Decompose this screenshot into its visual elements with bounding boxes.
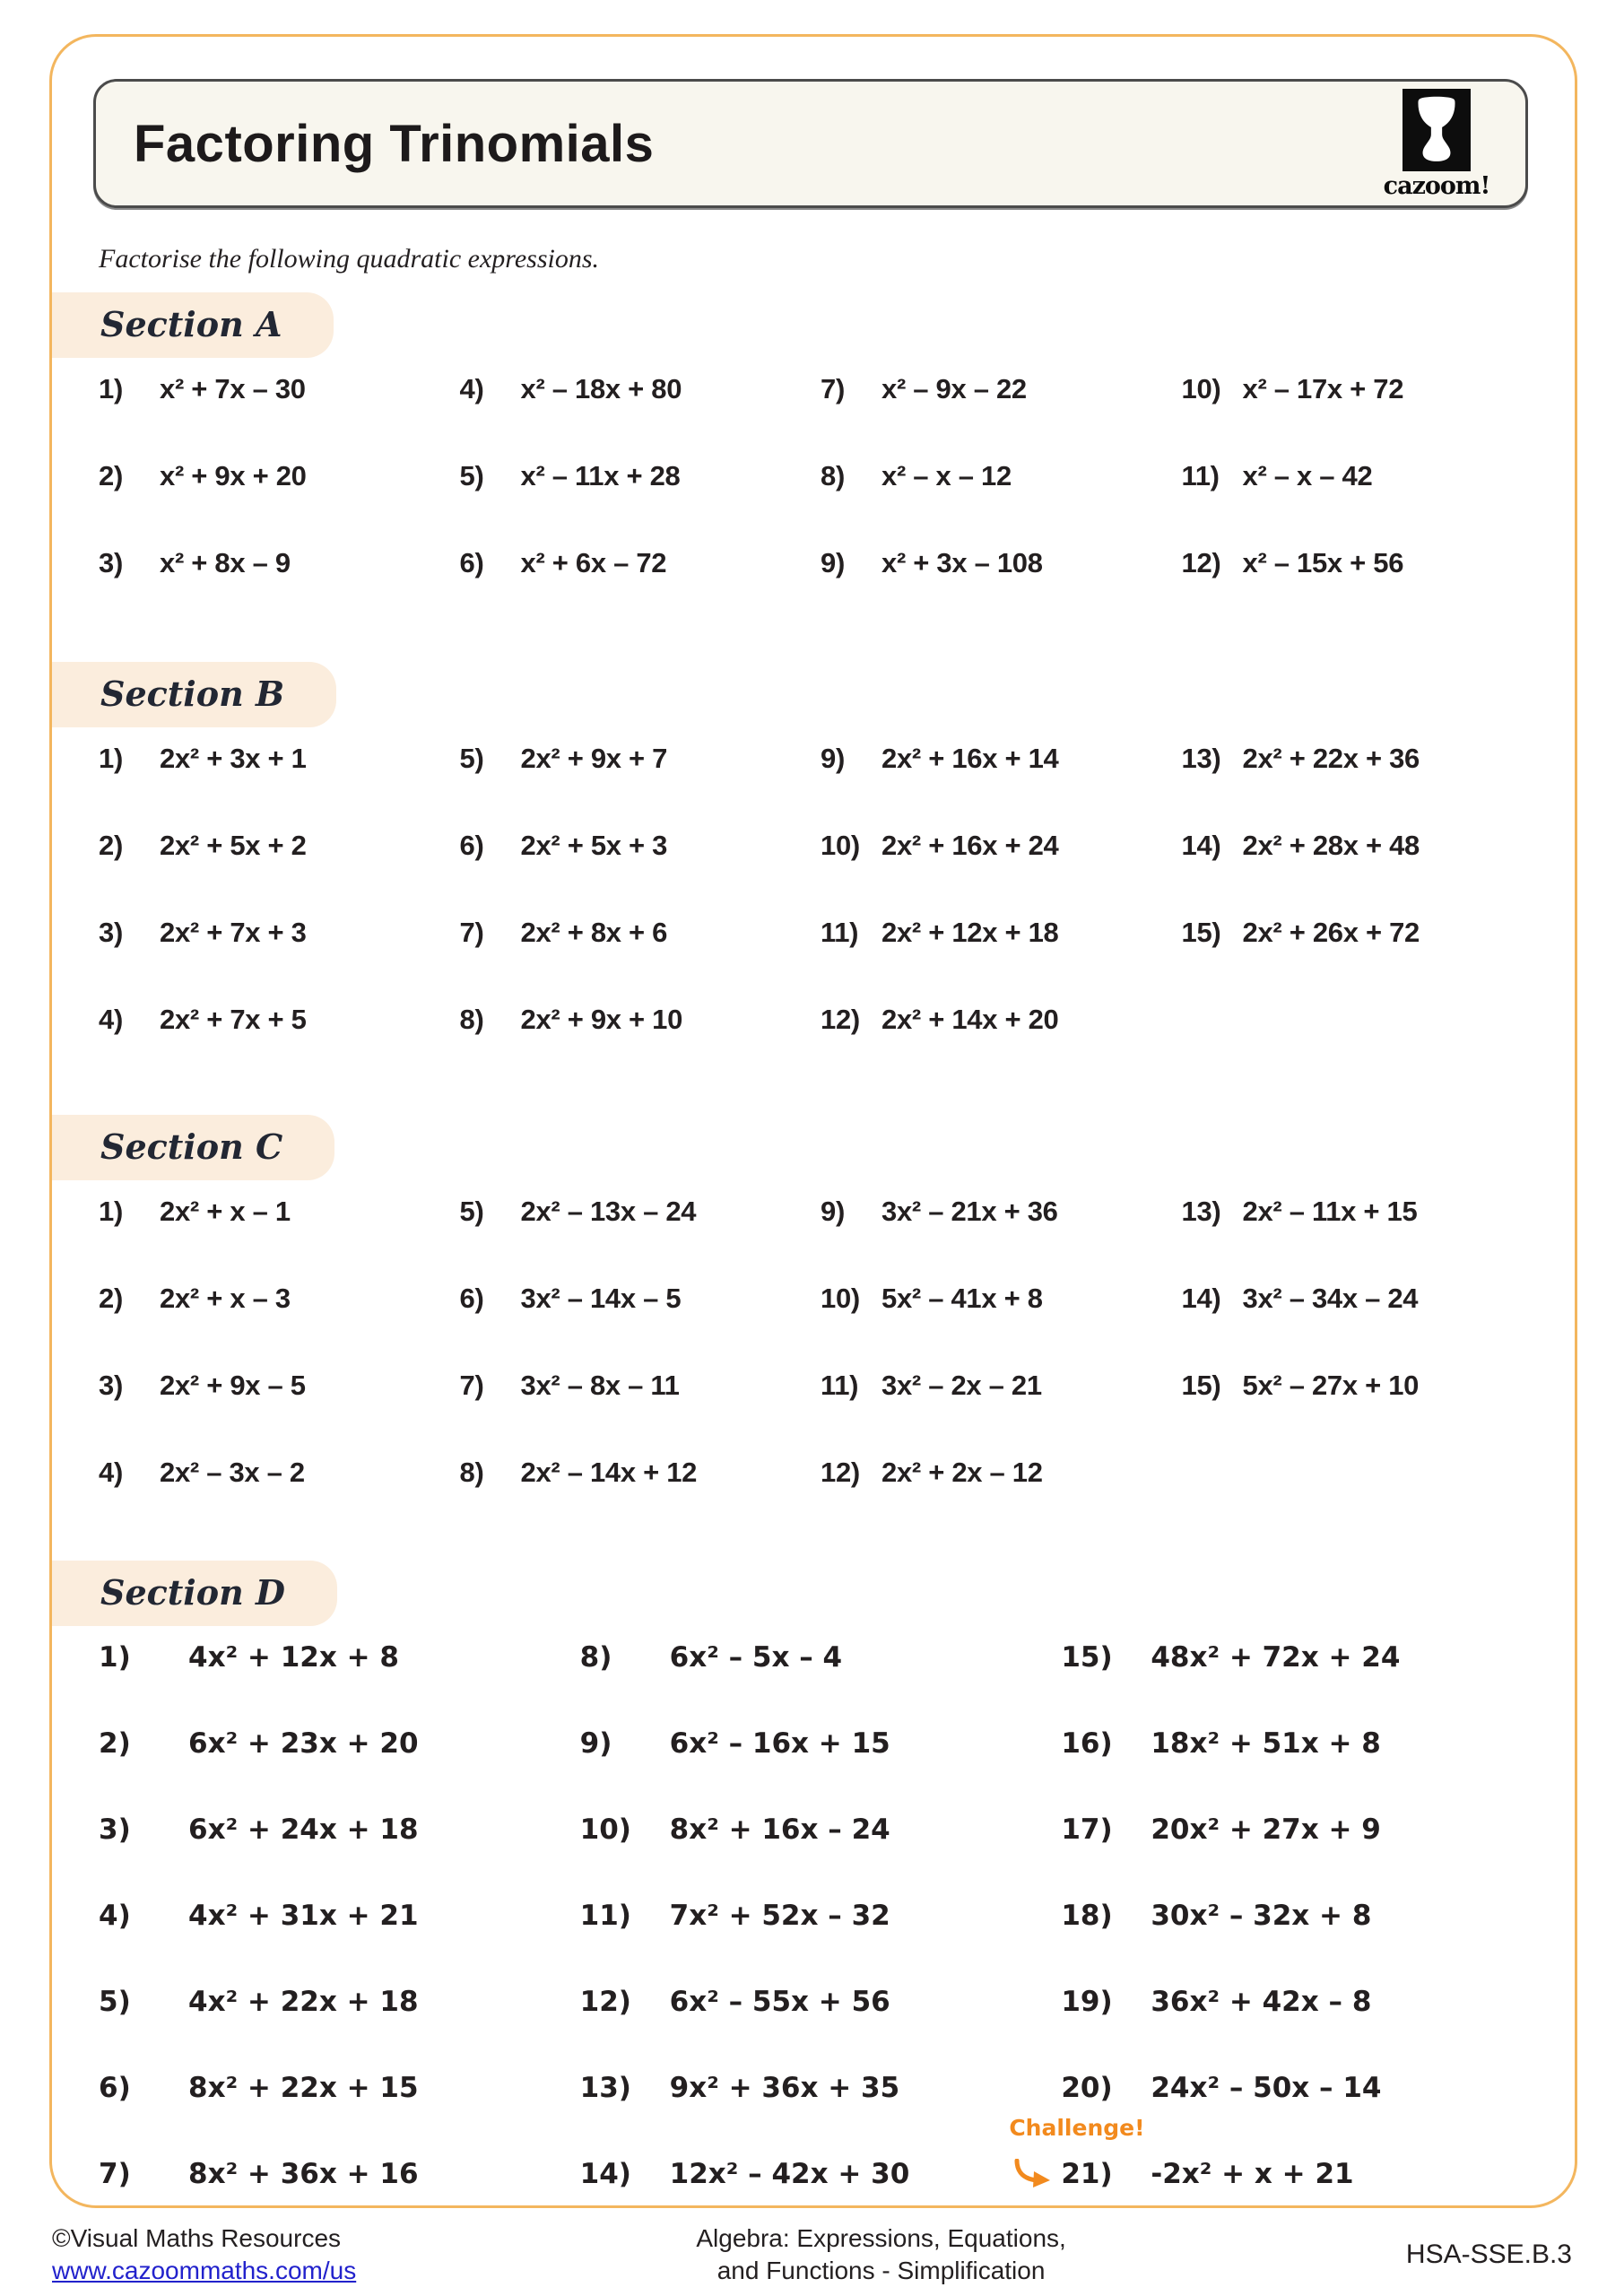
problem-expression: 2x² + 5x + 2 (160, 830, 307, 861)
problem-expression: 2x² + 9x + 7 (520, 743, 668, 774)
problem (1061, 1900, 1542, 1987)
problem (1061, 1987, 1542, 2073)
problem (1182, 744, 1543, 831)
problem (99, 2073, 580, 2159)
problem (460, 744, 821, 831)
problem-number: 13) (1181, 743, 1221, 774)
problem-expression: 2x² + 8x + 6 (520, 917, 668, 948)
problem (821, 744, 1182, 831)
problem-number: 17) (1061, 1813, 1113, 1846)
problem-number: 11) (821, 1370, 859, 1401)
problem (99, 374, 460, 461)
website-link[interactable]: www.cazoommaths.com/us (52, 2257, 357, 2285)
problem-number: 5) (459, 743, 484, 774)
problem-expression: 5x² – 27x + 10 (1242, 1370, 1420, 1401)
problem (1061, 1728, 1542, 1814)
problem (1182, 831, 1543, 918)
problem-expression: 6x² + 24x + 18 (188, 1813, 419, 1846)
problem-number: 1) (99, 1196, 123, 1227)
problem (580, 2073, 1062, 2159)
problem-expression: 2x² + 9x – 5 (160, 1370, 306, 1401)
problem-expression: x² + 6x – 72 (520, 547, 667, 578)
problem (1182, 1196, 1543, 1283)
problem-number: 10) (579, 1813, 631, 1846)
problem-expression: 6x² – 55x + 56 (669, 1986, 890, 2018)
copyright-text: ©Visual Maths Resources (52, 2224, 342, 2252)
problem-expression: 8x² + 22x + 15 (188, 2072, 419, 2104)
problem-number: 6) (459, 547, 484, 578)
cazoom-drum-icon (1403, 89, 1471, 171)
problem-number: 2) (99, 1283, 123, 1314)
section-a (52, 292, 1569, 635)
problem-expression: x² + 8x – 9 (160, 547, 291, 578)
section-b-problems (99, 744, 1542, 1091)
problem-expression: 2x² + 3x + 1 (160, 743, 307, 774)
footer-subject-line1: Algebra: Expressions, Equations, (696, 2224, 1066, 2252)
problem (460, 1457, 821, 1544)
problem-number: 6) (459, 1283, 484, 1314)
problem-expression: 7x² + 52x – 32 (669, 1900, 890, 1932)
problem-expression: 2x² – 3x – 2 (160, 1457, 305, 1488)
problem-number: 19) (1061, 1986, 1113, 2018)
problem (99, 831, 460, 918)
section-a-label: Section A (52, 292, 334, 358)
problem-expression: 36x² + 42x – 8 (1151, 1986, 1372, 2018)
problem (460, 1196, 821, 1283)
problem-expression: 8x² + 16x – 24 (669, 1813, 890, 1846)
problem-expression: 2x² + 2x – 12 (881, 1457, 1043, 1488)
problem-expression: x² + 7x – 30 (160, 373, 306, 404)
problem-number: 3) (99, 917, 123, 948)
problem-number: 16) (1061, 1727, 1113, 1760)
problem-expression: 3x² – 14x – 5 (520, 1283, 682, 1314)
problem (460, 1283, 821, 1370)
problem-number: 15) (1061, 1641, 1113, 1674)
problem (821, 1196, 1182, 1283)
challenge-arrow-icon (1011, 2159, 1054, 2189)
problem-number: 9) (579, 1727, 612, 1760)
problem-expression: 4x² + 22x + 18 (188, 1986, 419, 2018)
problem-number: 2) (99, 1727, 131, 1760)
section-c (52, 1115, 1569, 1544)
problem-number: 1) (99, 1641, 131, 1674)
problem-number: 13) (1181, 1196, 1221, 1227)
problem (580, 1728, 1062, 1814)
problem-expression: 2x² + 7x + 5 (160, 1004, 307, 1035)
section-a-problems (99, 374, 1542, 635)
problem-number: 8) (821, 460, 845, 491)
problem-number: 12) (1181, 547, 1221, 578)
problem (99, 1370, 460, 1457)
problem-expression: 6x² – 5x – 4 (669, 1641, 843, 1674)
problem (460, 831, 821, 918)
problem-number: 15) (1181, 1370, 1221, 1401)
problem-expression: 2x² + 16x + 24 (881, 830, 1059, 861)
standard-code: HSA-SSE.B.3 (1405, 2239, 1572, 2270)
section-c-label: Section C (52, 1115, 334, 1180)
problem-number: 6) (99, 2072, 131, 2104)
section-b-label: Section B (52, 662, 336, 727)
problem-expression: 2x² – 13x – 24 (520, 1196, 697, 1227)
problem-expression: x² – 15x + 56 (1242, 547, 1404, 578)
problem-number: 4) (99, 1900, 131, 1932)
problem (99, 1987, 580, 2073)
problem (821, 548, 1182, 635)
problem (821, 1457, 1182, 1544)
problem-expression: 2x² + x – 1 (160, 1196, 291, 1227)
problem-expression: 4x² + 12x + 8 (188, 1641, 399, 1674)
problem-expression: 2x² + 5x + 3 (520, 830, 668, 861)
problem (821, 1004, 1182, 1091)
problem-expression: x² + 3x – 108 (881, 547, 1043, 578)
problem-expression: 3x² – 34x – 24 (1242, 1283, 1419, 1314)
problem (821, 918, 1182, 1004)
problem-expression: 3x² – 2x – 21 (881, 1370, 1042, 1401)
problem-number: 8) (459, 1457, 484, 1488)
problem (1182, 374, 1543, 461)
problem-number: 6) (459, 830, 484, 861)
cazoom-logo (1378, 89, 1495, 200)
problem-number: 2) (99, 460, 123, 491)
problem-number: 14) (579, 2158, 631, 2190)
problem-expression: 6x² – 16x + 15 (669, 1727, 890, 1760)
problem-expression: 3x² – 8x – 11 (520, 1370, 680, 1401)
problem-expression: 18x² + 51x + 8 (1151, 1727, 1381, 1760)
section-d-problems (99, 1642, 1542, 2245)
problem-number: 11) (1181, 460, 1220, 491)
problem-expression: 2x² + 26x + 72 (1242, 917, 1420, 948)
problem-number: 4) (99, 1457, 123, 1488)
problem-number: 9) (821, 547, 845, 578)
problem (821, 1283, 1182, 1370)
problem-expression: 2x² + 9x + 10 (520, 1004, 683, 1035)
problem (821, 374, 1182, 461)
problem (1182, 461, 1543, 548)
problem-expression: x² – x – 42 (1242, 460, 1373, 491)
problem-number: 2) (99, 830, 123, 861)
problem-expression: 2x² + 14x + 20 (881, 1004, 1059, 1035)
problem (99, 918, 460, 1004)
problem-number: 7) (459, 1370, 484, 1401)
problem (1061, 1814, 1542, 1900)
problem-expression: 9x² + 36x + 35 (669, 2072, 900, 2104)
problem (99, 1728, 580, 1814)
problem (1061, 1642, 1542, 1728)
problem-number: 1) (99, 743, 123, 774)
problem (460, 918, 821, 1004)
problem-number: 12) (579, 1986, 631, 2018)
challenge-label: Challenge! (1009, 2115, 1145, 2141)
problem-number: 5) (459, 1196, 484, 1227)
problem-number: 3) (99, 1370, 123, 1401)
problem (460, 374, 821, 461)
problem-expression: 8x² + 36x + 16 (188, 2158, 419, 2190)
problem (99, 1283, 460, 1370)
title-box (93, 79, 1528, 208)
problem-expression: x² – 18x + 80 (520, 373, 682, 404)
problem-expression: 30x² – 32x + 8 (1151, 1900, 1372, 1932)
problem-expression: 3x² – 21x + 36 (881, 1196, 1058, 1227)
section-b (52, 662, 1569, 1091)
section-c-problems (99, 1196, 1542, 1544)
problem (1182, 918, 1543, 1004)
problem-number: 4) (99, 1004, 123, 1035)
problem (580, 1900, 1062, 1987)
problem-number: 14) (1181, 830, 1221, 861)
problem-number: 8) (579, 1641, 612, 1674)
problem (99, 1457, 460, 1544)
problem-number: 4) (459, 373, 484, 404)
problem (1182, 1283, 1543, 1370)
problem-expression: 6x² + 23x + 20 (188, 1727, 419, 1760)
footer-subject-line2: and Functions - Simplification (716, 2257, 1046, 2285)
problem-number: 11) (821, 917, 859, 948)
problem (580, 1642, 1062, 1728)
problem-number: 9) (821, 1196, 845, 1227)
problem (1182, 1370, 1543, 1457)
problem-expression: x² + 9x + 20 (160, 460, 307, 491)
problem-expression: x² – 17x + 72 (1242, 373, 1404, 404)
problem (580, 1814, 1062, 1900)
problem-number: 14) (1181, 1283, 1221, 1314)
problem-number: 10) (821, 830, 860, 861)
problem-expression: x² – 9x – 22 (881, 373, 1027, 404)
problem (460, 548, 821, 635)
page-title: Factoring Trinomials (134, 114, 655, 173)
footer (52, 2222, 1572, 2288)
problem-number: 20) (1061, 2072, 1113, 2104)
problem-expression: -2x² + x + 21 (1151, 2158, 1354, 2190)
problem (99, 1642, 580, 1728)
problem (99, 1196, 460, 1283)
problem-number: 12) (821, 1457, 860, 1488)
problem-expression: 2x² + 16x + 14 (881, 743, 1059, 774)
problem-number: 7) (459, 917, 484, 948)
cazoom-wordmark: cazoom! (1383, 172, 1490, 200)
problem-expression: 2x² – 11x + 15 (1242, 1196, 1418, 1227)
problem (99, 744, 460, 831)
problem-expression: 2x² + 28x + 48 (1242, 830, 1420, 861)
problem-number: 3) (99, 1813, 131, 1846)
problem-number: 5) (99, 1986, 131, 2018)
problem (821, 1370, 1182, 1457)
section-d-label: Section D (52, 1561, 337, 1626)
problem-expression: 4x² + 31x + 21 (188, 1900, 419, 1932)
problem-expression: 2x² + 7x + 3 (160, 917, 307, 948)
problem-expression: x² – x – 12 (881, 460, 1012, 491)
problem (1182, 548, 1543, 635)
problem-expression: 24x² – 50x – 14 (1151, 2072, 1382, 2104)
problem-number: 21) (1061, 2158, 1113, 2190)
problem (580, 1987, 1062, 2073)
problem (99, 461, 460, 548)
problem-expression: 20x² + 27x + 9 (1151, 1813, 1381, 1846)
problem-number: 8) (459, 1004, 484, 1035)
problem-expression: 2x² – 14x + 12 (520, 1457, 698, 1488)
problem (460, 1370, 821, 1457)
problem-expression: 2x² + 12x + 18 (881, 917, 1059, 948)
problem-number: 9) (821, 743, 845, 774)
problem-number: 15) (1181, 917, 1221, 948)
problem-expression: 48x² + 72x + 24 (1151, 1641, 1401, 1674)
section-d (52, 1561, 1569, 2245)
problem-expression: 2x² + 22x + 36 (1242, 743, 1420, 774)
problem-number: 3) (99, 547, 123, 578)
problem-number: 12) (821, 1004, 860, 1035)
problem-number: 1) (99, 373, 123, 404)
problem (821, 461, 1182, 548)
problem-number: 7) (821, 373, 845, 404)
problem-expression: 12x² – 42x + 30 (669, 2158, 910, 2190)
problem-number: 18) (1061, 1900, 1113, 1932)
problem (99, 548, 460, 635)
problem-number: 11) (579, 1900, 631, 1932)
problem-number: 13) (579, 2072, 631, 2104)
problem (821, 831, 1182, 918)
problem-number: 10) (821, 1283, 860, 1314)
problem (460, 1004, 821, 1091)
problem-number: 7) (99, 2158, 131, 2190)
problem (460, 461, 821, 548)
problem-expression: 2x² + x – 3 (160, 1283, 291, 1314)
problem (99, 1900, 580, 1987)
problem (99, 1814, 580, 1900)
problem-number: 5) (459, 460, 484, 491)
instruction-text: Factorise the following quadratic expressions. (99, 244, 600, 274)
problem-expression: x² – 11x + 28 (520, 460, 681, 491)
problem-number: 10) (1181, 373, 1221, 404)
problem (99, 1004, 460, 1091)
problem-expression: 5x² – 41x + 8 (881, 1283, 1043, 1314)
